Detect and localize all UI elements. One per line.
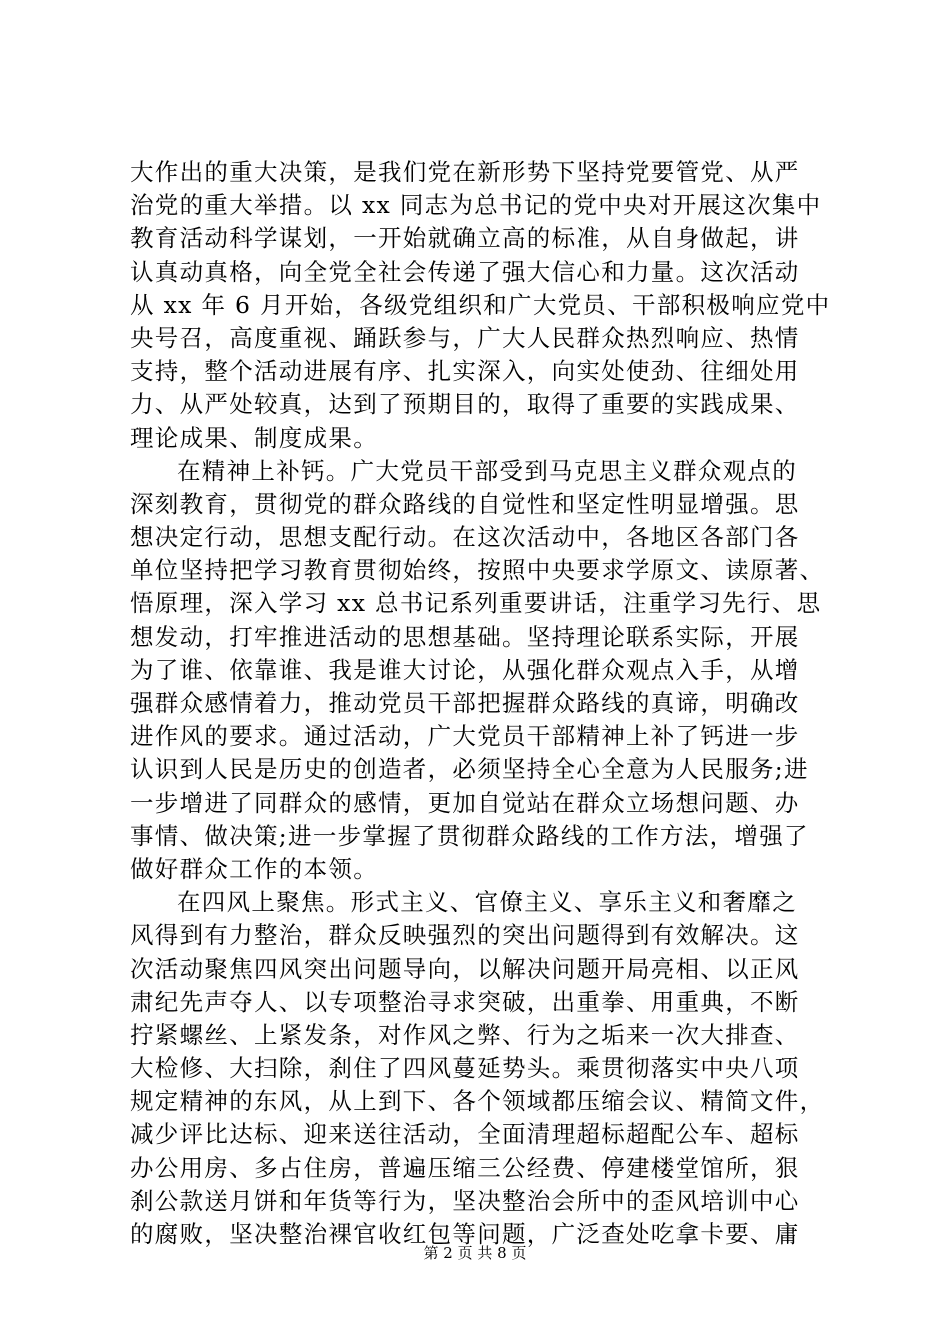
text-line: 想发动，打牢推进活动的思想基础。坚持理论联系实际，开展 (130, 622, 800, 651)
text-line: 认真动真格，向全党全社会传递了强大信心和力量。这次活动 (130, 257, 800, 286)
text-line: 想决定行动，思想支配行动。在这次活动中，各地区各部门各 (130, 523, 800, 552)
text-line: 的腐败，坚决整治裸官收红包等问题，广泛查处吃拿卡要、庸 (130, 1220, 800, 1248)
text-line: 做好群众工作的本领。 (130, 854, 378, 883)
text-line: 事情、做决策;进一步掌握了贯彻群众路线的工作方法，增强了 (130, 821, 809, 850)
text-line: 办公用房、多占住房，普遍压缩三公经费、停建楼堂馆所，狠 (130, 1153, 800, 1182)
text-line: 理论成果、制度成果。 (130, 423, 378, 452)
paragraph (130, 156, 830, 455)
text-line: 大作出的重大决策，是我们党在新形势下坚持党要管党、从严 (130, 158, 800, 186)
text-line: 悟原理，深入学习 xx 总书记系列重要讲话，注重学习先行、思 (130, 589, 822, 618)
text-line: 大检修、大扫除，刹住了四风蔓延势头。乘贯彻落实中央八项 (130, 1054, 800, 1083)
text-line: 强群众感情着力，推动党员干部把握群众路线的真谛，明确改 (130, 689, 800, 717)
text-line: 肃纪先声夺人、以专项整治寻求突破，出重拳、用重典，不断 (130, 987, 800, 1016)
text-line: 一步增进了同群众的感情，更加自觉站在群众立场想问题、办 (130, 788, 800, 817)
text-line: 力、从严处较真，达到了预期目的，取得了重要的实践成果、 (130, 390, 800, 419)
text-line: 认识到人民是历史的创造者，必须坚持全心全意为人民服务;进 (130, 755, 809, 784)
text-line: 规定精神的东风，从上到下、各个领域都压缩会议、精简文件， (130, 1087, 825, 1116)
paragraph (130, 886, 830, 1251)
text-line: 治党的重大举措。以 xx 同志为总书记的党中央对开展这次集中 (130, 191, 822, 220)
page-footer: 第 2 页 共 8 页 (423, 1244, 527, 1262)
text-line: 风得到有力整治，群众反映强烈的突出问题得到有效解决。这 (130, 921, 800, 950)
text-line: 在精神上补钙。广大党员干部受到马克思主义群众观点的 (177, 456, 797, 485)
text-line: 单位坚持把学习教育贯彻始终，按照中央要求学原文、读原著、 (130, 556, 825, 585)
text-line: 教育活动科学谋划，一开始就确立高的标准，从自身做起，讲 (130, 224, 800, 253)
text-line: 拧紧螺丝、上紧发条，对作风之弊、行为之垢来一次大排查、 (130, 1020, 800, 1049)
document-body (130, 156, 830, 1251)
paragraph (130, 455, 830, 886)
text-line: 在四风上聚焦。形式主义、官僚主义、享乐主义和奢靡之 (177, 888, 797, 917)
text-line: 次活动聚焦四风突出问题导向，以解决问题开局亮相、以正风 (130, 954, 800, 983)
text-line: 刹公款送月饼和年货等行为，坚决整治会所中的歪风培训中心 (130, 1186, 800, 1215)
text-line: 深刻教育，贯彻党的群众路线的自觉性和坚定性明显增强。思 (130, 489, 800, 518)
text-line: 减少评比达标、迎来送往活动，全面清理超标超配公车、超标 (130, 1120, 800, 1149)
text-line: 支持，整个活动进展有序、扎实深入，向实处使劲、往细处用 (130, 357, 800, 386)
text-line: 为了谁、依靠谁、我是谁大讨论，从强化群众观点入手，从增 (130, 655, 800, 684)
text-line: 从 xx 年 6 月开始，各级党组织和广大党员、干部积极响应党中 (130, 290, 831, 319)
text-line: 进作风的要求。通过活动，广大党员干部精神上补了钙进一步 (130, 722, 800, 751)
text-line: 央号召，高度重视、踊跃参与，广大人民群众热烈响应、热情 (130, 323, 800, 352)
